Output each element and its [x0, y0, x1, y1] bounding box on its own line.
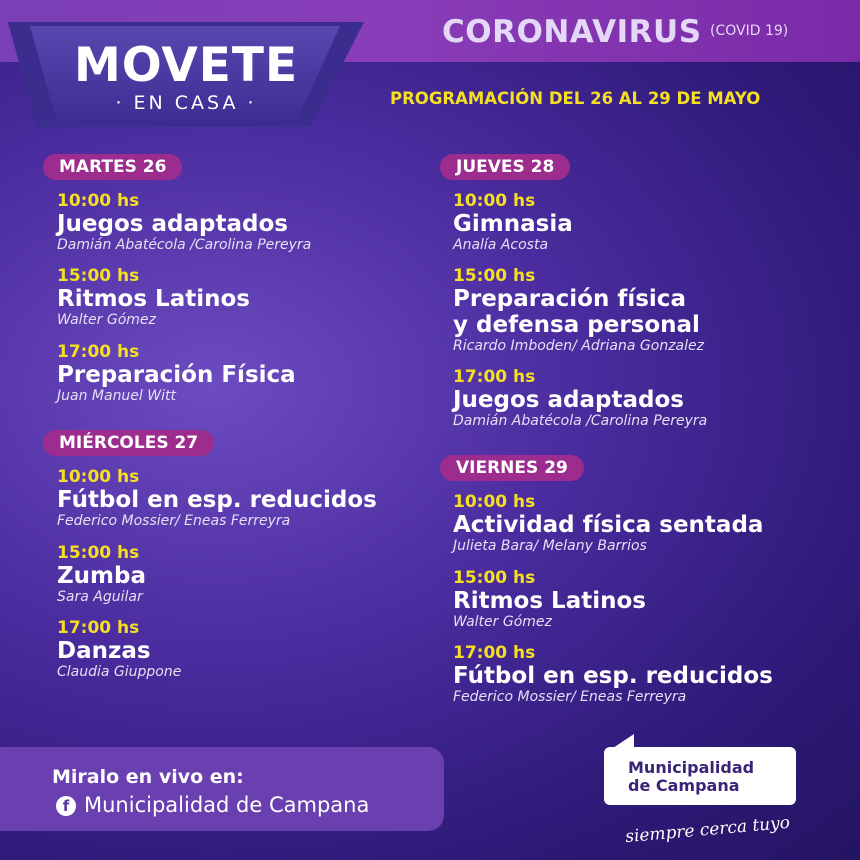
schedule-item [57, 266, 250, 328]
item-time: 17:00 hs [453, 367, 536, 387]
item-instructor: Analía Acosta [453, 237, 549, 253]
logo-title: MOVETE [73, 38, 299, 93]
live-banner [0, 747, 444, 831]
item-time: 17:00 hs [57, 618, 140, 638]
item-title: Juegos adaptados [453, 387, 684, 413]
schedule-item [57, 191, 311, 253]
item-title: Fútbol en esp. reducidos [57, 487, 377, 513]
item-instructor: Damián Abatécola /Carolina Pereyra [57, 237, 312, 253]
day-label-miercoles: MIÉRCOLES 27 [43, 430, 214, 456]
schedule-item [453, 568, 646, 630]
schedule-item [453, 643, 773, 705]
item-instructor: Federico Mossier/ Eneas Ferreyra [57, 513, 291, 529]
item-instructor: Ricardo Imboden/ Adriana Gonzalez [453, 338, 704, 354]
item-title: Juegos adaptados [57, 211, 288, 237]
facebook-page-link[interactable]: Municipalidad de Campana [84, 793, 370, 817]
day-label-jueves: JUEVES 28 [440, 154, 570, 180]
item-instructor: Claudia Giuppone [57, 664, 182, 680]
item-time: 15:00 hs [453, 568, 536, 588]
municipality-line2: de Campana [628, 776, 740, 795]
facebook-icon[interactable]: f [56, 796, 76, 816]
schedule-item [57, 342, 296, 404]
live-label: Miralo en vivo en: [52, 766, 244, 788]
schedule-range: PROGRAMACIÓN DEL 26 AL 29 DE MAYO [390, 89, 761, 108]
schedule-item [453, 367, 707, 429]
logo-subtitle: · EN CASA · [115, 92, 257, 114]
item-title: Ritmos Latinos [453, 588, 646, 614]
item-time: 10:00 hs [57, 467, 140, 487]
schedule-item [57, 543, 146, 605]
tagline: siempre cerca tuyo [624, 812, 791, 848]
item-instructor: Walter Gómez [453, 614, 552, 630]
item-instructor: Juan Manuel Witt [57, 388, 176, 404]
item-time: 17:00 hs [57, 342, 140, 362]
schedule-item [453, 266, 704, 354]
item-title: Zumba [57, 563, 147, 589]
item-instructor: Damián Abatécola /Carolina Pereyra [453, 413, 708, 429]
day-label-viernes: VIERNES 29 [440, 455, 584, 481]
item-title: Fútbol en esp. reducidos [453, 663, 773, 689]
municipality-line1: Municipalidad [628, 758, 755, 777]
schedule-item [453, 191, 573, 253]
item-time: 10:00 hs [453, 492, 536, 512]
municipality-logo-text [628, 759, 754, 795]
item-title: Gimnasia [453, 211, 573, 237]
schedule-item [453, 492, 763, 554]
item-time: 15:00 hs [453, 266, 536, 286]
schedule-item [57, 467, 377, 529]
schedule-item [57, 618, 181, 680]
item-instructor: Federico Mossier/ Eneas Ferreyra [453, 689, 687, 705]
item-time: 15:00 hs [57, 266, 140, 286]
item-instructor: Sara Aguilar [57, 589, 143, 605]
item-title: Actividad física sentada [453, 512, 764, 538]
item-time: 10:00 hs [453, 191, 536, 211]
day-label-martes: MARTES 26 [43, 154, 182, 180]
campaign-subtitle: (COVID 19) [710, 23, 789, 39]
item-title: Ritmos Latinos [57, 286, 250, 312]
item-instructor: Julieta Bara/ Melany Barrios [453, 538, 647, 554]
item-title: Preparación Física [57, 362, 296, 388]
item-title: Danzas [57, 638, 151, 664]
campaign-title: CORONAVIRUS [442, 14, 702, 50]
item-time: 10:00 hs [57, 191, 140, 211]
item-title: Preparación física [453, 286, 686, 312]
item-instructor: Walter Gómez [57, 312, 156, 328]
item-time: 17:00 hs [453, 643, 536, 663]
item-time: 15:00 hs [57, 543, 140, 563]
item-title-line2: y defensa personal [453, 312, 700, 338]
